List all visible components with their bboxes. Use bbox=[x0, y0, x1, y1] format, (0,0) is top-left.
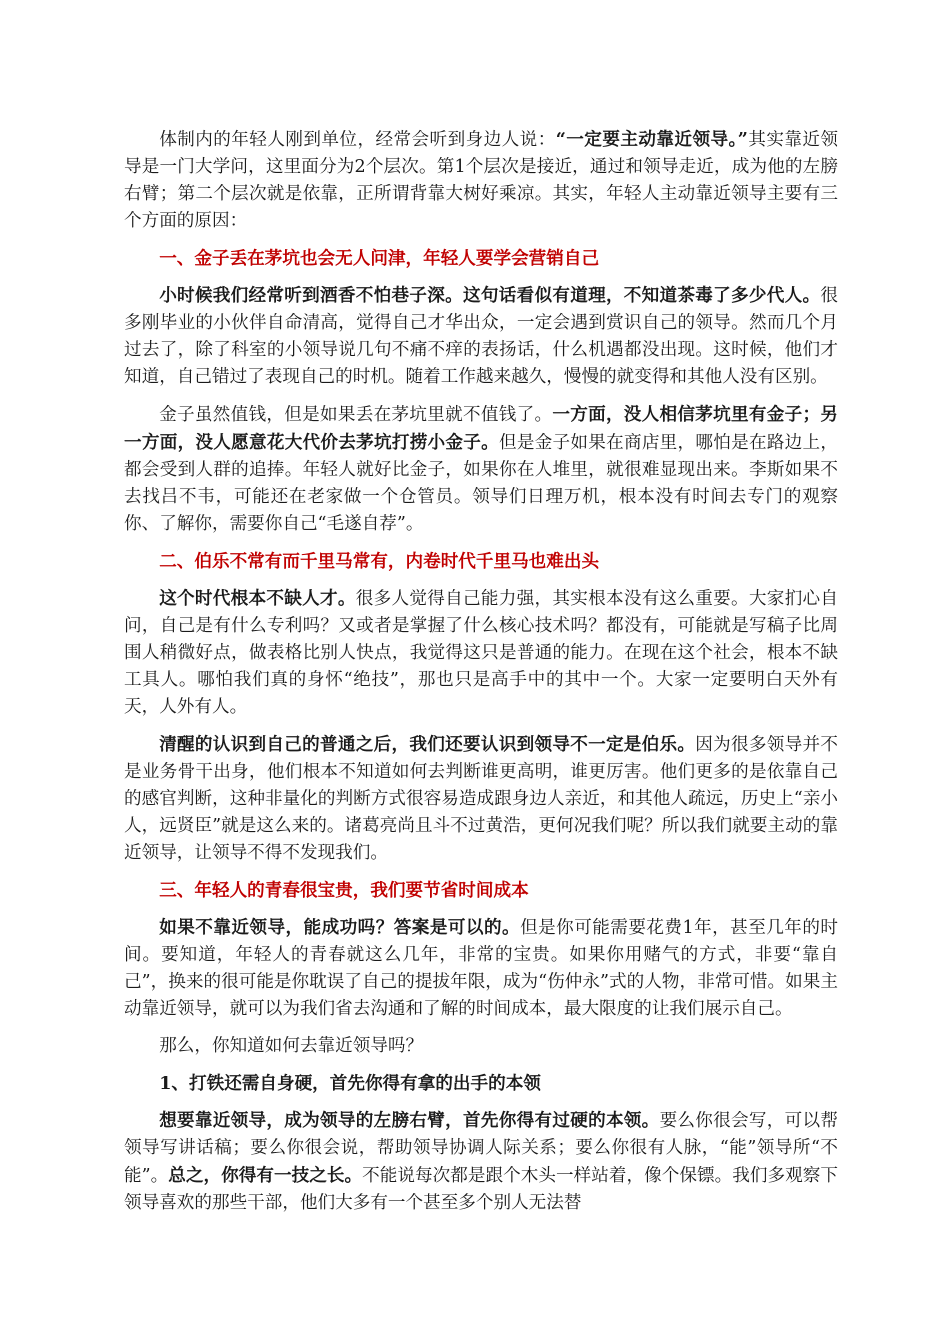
intro-text-1: 体制内的年轻人刚到单位，经常会听到身边人说： bbox=[159, 130, 556, 150]
intro-text-2: 其实靠近领导是一门大学问，这里面分为2个层次。第1个层次是接近，通过和领导走近，成为他的左膀右臂；第二个层次就是依靠，正所谓背靠大树好乘凉。其实，年轻人主动靠近领导主要有三个方面的原因： bbox=[124, 130, 838, 231]
section-3-paragraph-1 bbox=[124, 914, 838, 1023]
section-3-paragraph-2: 那么，你知道如何去靠近领导吗？ bbox=[159, 1036, 424, 1056]
section-1-heading: 一、金子丢在茅坑也会无人问津，年轻人要学会营销自己 bbox=[159, 248, 600, 269]
section-1-paragraph-2 bbox=[124, 401, 838, 538]
section-2-p2-text: 因为很多领导并不是业务骨干出身，他们根本不知道如何去判断谁更高明，谁更厉害。他们更多的是依靠自己的感官判断，这种非量化的判断方式很容易造成跟身边人亲近，和其他人疏远，历史上“亲小人，远贤臣”就是这么来的。诸葛亮尚且斗不过黄浩，更何况我们呢？所以我们就要主动的靠近领导，让领导不得不发现我们。 bbox=[124, 735, 838, 863]
section-1-p1-text: 很多刚毕业的小伙伴自命清高，觉得自己才华出众，一定会遇到赏识自己的领导。然而几个月过去了，除了科室的小领导说几句不痛不痒的表扬话，什么机遇都没出现。这时候，他们才知道，自己错过了表现自己的时机。随着工作越来越久，慢慢的就变得和其他人没有区别。 bbox=[124, 286, 838, 387]
section-1-p2-bold: 一方面，没人相信茅坑里有金子；另一方面，没人愿意花大代价去茅坑打捞小金子。 bbox=[124, 404, 838, 453]
subsection-1-p1-bold-2: 总之，你得有一技之长。 bbox=[168, 1165, 363, 1186]
intro-quote: “一定要主动靠近领导。” bbox=[555, 129, 748, 150]
section-2-p2-bold: 清醒的认识到自己的普通之后，我们还要认识到领导不一定是伯乐。 bbox=[159, 734, 696, 755]
section-2-heading: 二、伯乐不常有而千里马常有，内卷时代千里马也难出头 bbox=[159, 551, 600, 572]
document-page bbox=[124, 126, 838, 1227]
section-3-heading: 三、年轻人的青春很宝贵，我们要节省时间成本 bbox=[159, 880, 529, 901]
section-2-p1-text: 很多人觉得自己能力强，其实根本没有这么重要。大家扪心自问，自己是有什么专利吗？又或者是掌握了什么核心技术吗？都没有，可能就是写稿子比周围人稍微好点，做表格比别人快点，我觉得这只是普通的能力。在现在这个社会，根本不缺工具人。哪怕我们真的身怀“绝技”，那也只是高手中的其中一个。大家一定要明白天外有天，人外有人。 bbox=[124, 589, 838, 717]
section-3-p1-bold: 如果不靠近领导，能成功吗？答案是可以的。 bbox=[159, 917, 521, 938]
section-2-paragraph-1 bbox=[124, 585, 838, 721]
section-2-paragraph-2 bbox=[124, 731, 838, 867]
section-3-p1-text: 但是你可能需要花费1年，甚至几年的时间。要知道，年轻人的青春就这么几年，非常的宝贵。如果你用赌气的方式，非要“靠自己”，换来的很可能是你耽误了自己的提拔年限，成为“伤仲永”式的人物，非常可惜。如果主动靠近领导，就可以为我们省去沟通和了解的时间成本，最大限度的让我们展示自己。 bbox=[124, 918, 838, 1019]
section-1-p1-bold: 小时候我们经常听到酒香不怕巷子深。这句话看似有道理，不知道茶毒了多少代人。 bbox=[159, 285, 821, 306]
section-2-p1-bold: 这个时代根本不缺人才。 bbox=[159, 588, 356, 609]
subsection-1-heading: 1、打铁还需自身硬，首先你得有拿的出手的本领 bbox=[159, 1073, 541, 1094]
subsection-1-p1-text-2: 不能说每次都是跟个木头一样站着，像个保镖。我们多观察下领导喜欢的那些干部，他们大多有一个甚至多个别人无法替 bbox=[124, 1166, 838, 1213]
subsection-1-p1-bold: 想要靠近领导，成为领导的左膀右臂，首先你得有过硬的本领。 bbox=[159, 1110, 660, 1131]
intro-paragraph bbox=[124, 126, 838, 235]
section-1-p2-text-a: 金子虽然值钱，但是如果丢在茅坑里就不值钱了。 bbox=[159, 405, 553, 425]
section-1-paragraph-1 bbox=[124, 282, 838, 391]
subsection-1-p1-text: 要么你很会写，可以帮领导写讲话稿；要么你很会说，帮助领导协调人际关系；要么你很有人脉，“能”领导所“不能”。 bbox=[124, 1111, 838, 1186]
section-1-p2-text-c: 但是金子如果在商店里，哪怕是在路边上，都会受到人群的追捧。年轻人就好比金子，如果你在人堆里，就很难显现出来。李斯如果不去找吕不韦，可能还在老家做一个仓管员。领导们日理万机，根本没有时间去专门的观察你、了解你，需要你自己“毛遂自荐”。 bbox=[124, 433, 838, 534]
subsection-1-paragraph-1 bbox=[124, 1107, 838, 1217]
